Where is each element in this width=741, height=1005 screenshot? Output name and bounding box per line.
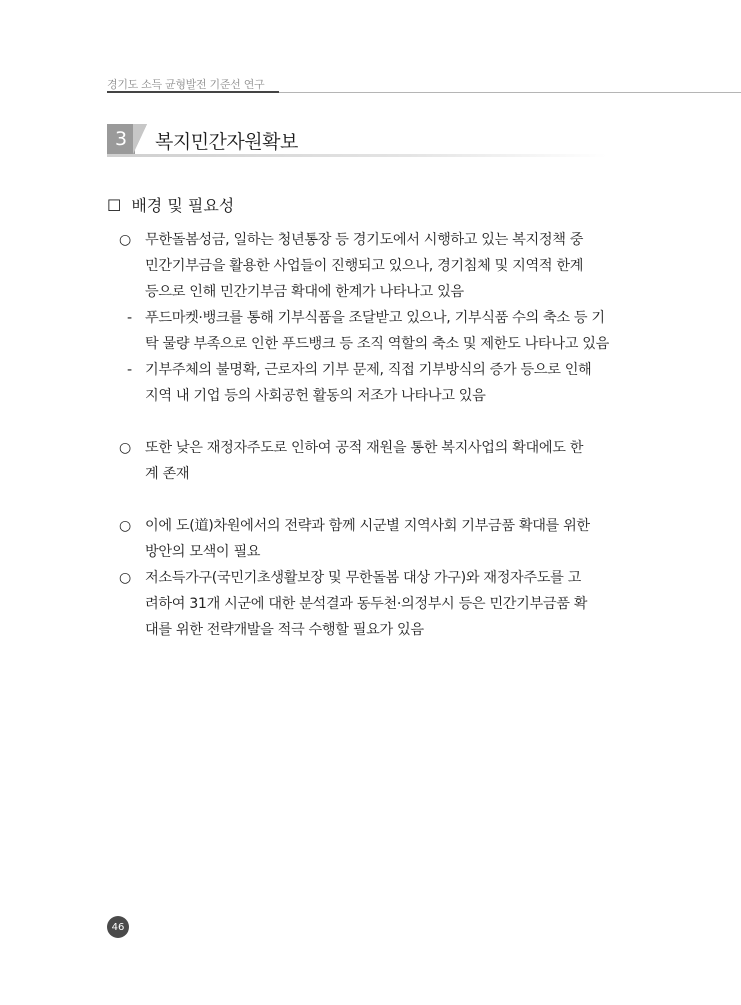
dash-item <box>115 305 635 357</box>
dash-bullet-icon: - <box>127 362 132 378</box>
bullet-line: 또한 낮은 재정자주도로 인하여 공적 재원을 통한 복지사업의 확대에도 한 <box>145 440 584 456</box>
dash-line: 탁 물량 부족으로 인한 푸드뱅크 등 조직 역할의 축소 및 제한도 나타나고 있음 <box>145 336 609 352</box>
section-number-badge: 3 <box>107 124 135 154</box>
bullet-line: 저소득가구(국민기초생활보장 및 무한돌봄 대상 가구)와 재정자주도를 고 <box>145 570 581 586</box>
bullet-line: 대를 위한 전략개발을 적극 수행할 필요가 있음 <box>145 622 424 638</box>
bullet-item <box>115 435 635 487</box>
bullet-line: 방안의 모색이 필요 <box>145 544 261 560</box>
subheading <box>107 193 234 216</box>
circle-bullet-icon: ○ <box>119 440 131 456</box>
header-rule-accent <box>107 91 279 93</box>
body-content <box>115 227 635 643</box>
dash-item <box>115 357 635 409</box>
section-title: 복지민간자원확보 <box>155 131 298 153</box>
circle-bullet-icon: ○ <box>119 232 131 248</box>
checkbox-square-icon: ☐ <box>107 196 122 215</box>
dash-line: 기부주체의 불명확, 근로자의 기부 문제, 직접 기부방식의 증가 등으로 인해 <box>145 362 592 378</box>
page-number: 46 <box>107 916 129 938</box>
circle-bullet-icon: ○ <box>119 570 131 586</box>
dash-line: 지역 내 기업 등의 사회공헌 활동의 저조가 나타나고 있음 <box>145 388 486 404</box>
section-badge-slant <box>133 124 147 154</box>
dash-line: 푸드마켓·뱅크를 통해 기부식품을 조달받고 있으나, 기부식품 수의 축소 등 기 <box>145 310 605 326</box>
section-underline <box>107 154 607 157</box>
bullet-line: 민간기부금을 활용한 사업들이 진행되고 있으나, 경기침체 및 지역적 한계 <box>145 258 584 274</box>
bullet-line: 려하여 31개 시군에 대한 분석결과 동두천·의정부시 등은 민간기부금품 확 <box>145 596 588 612</box>
dash-bullet-icon: - <box>127 310 132 326</box>
subheading-text: 배경 및 필요성 <box>131 196 235 215</box>
circle-bullet-icon: ○ <box>119 518 131 534</box>
bullet-line: 이에 도(道)차원에서의 전략과 함께 시군별 지역사회 기부금품 확대를 위한 <box>145 518 590 534</box>
bullet-item <box>115 565 635 643</box>
bullet-line: 계 존재 <box>145 466 190 482</box>
spacer <box>115 487 635 513</box>
spacer <box>115 409 635 435</box>
bullet-item <box>115 227 635 305</box>
bullet-item <box>115 513 635 565</box>
running-header: 경기도 소득 균형발전 기준선 연구 <box>107 78 265 91</box>
bullet-line: 등으로 인해 민간기부금 확대에 한계가 나타나고 있음 <box>145 284 464 300</box>
bullet-line: 무한돌봄성금, 일하는 청년통장 등 경기도에서 시행하고 있는 복지정책 중 <box>145 232 584 248</box>
